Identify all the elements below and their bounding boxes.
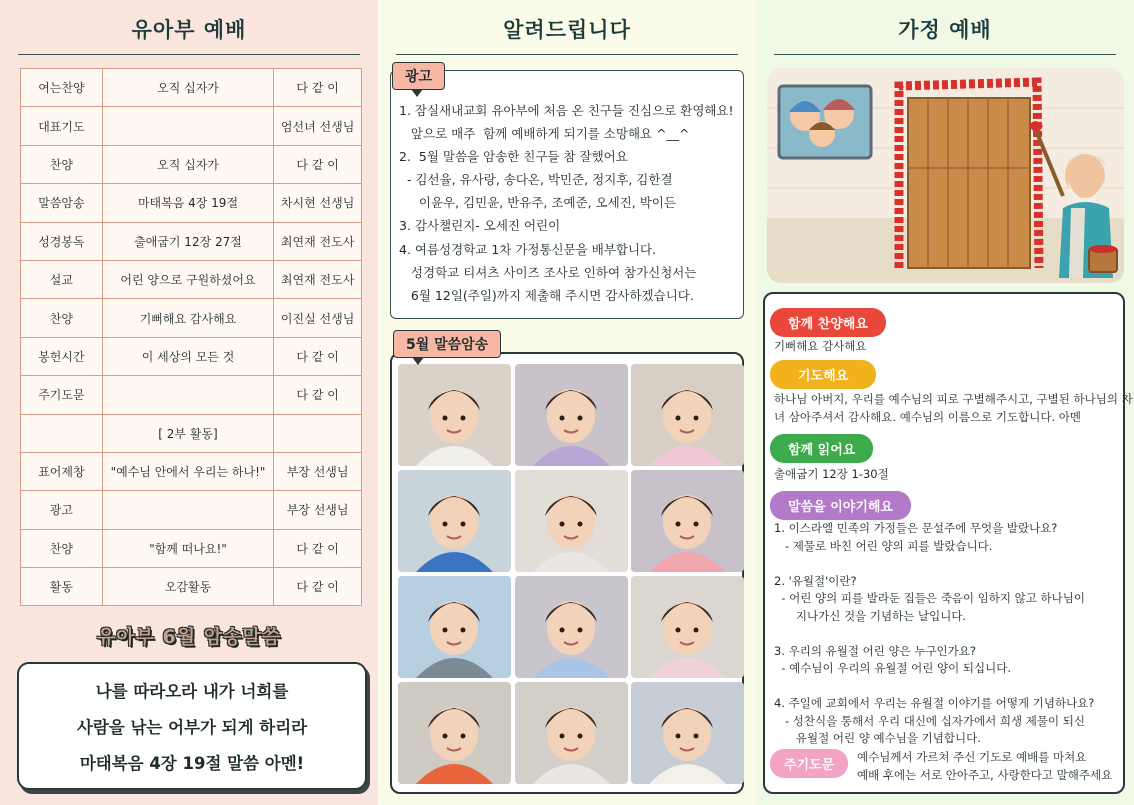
announcement-line: 앞으로 매주 함께 예배하게 되기를 소망해요 ^__^	[399, 126, 690, 142]
announcement-box	[390, 70, 744, 319]
home-worship-panel	[756, 0, 1134, 805]
order-content: 이 세상의 모든 것	[102, 337, 273, 375]
order-item: 성경봉독	[21, 222, 103, 260]
order-row	[21, 145, 362, 183]
announcements-panel	[378, 0, 756, 805]
announcement-list	[399, 99, 739, 307]
order-content: "함께 떠나요!"	[102, 529, 273, 567]
talk-line: 3. 우리의 유월절 어린 양은 누구인가요?	[774, 643, 976, 658]
announcement-line: 6월 12일(주일)까지 제출해 주시면 감사하겠습니다.	[399, 287, 694, 303]
order-item: 말씀암송	[21, 184, 103, 222]
verse-title: 유아부 6월 암송말씀	[96, 626, 282, 648]
order-content: [ 2부 활동]	[102, 414, 273, 452]
child-photo	[515, 470, 628, 572]
order-leader: 다 같 이	[274, 529, 362, 567]
child-photo	[631, 682, 744, 784]
photo-grid	[390, 352, 744, 794]
talk-line: 지나가신 것을 기념하는 날입니다.	[774, 608, 967, 623]
memory-tag: 5월 말씀암송	[393, 330, 501, 358]
pray-line: 하나님 아버지, 우리를 예수님의 피로 구별해주시고, 구별된 하나님의 자	[774, 392, 1133, 406]
order-leader: 최연재 전도사	[274, 222, 362, 260]
order-row	[21, 299, 362, 337]
verse-line-3: 마태복음 4장 19절 말씀 아멘!	[79, 754, 305, 773]
passover-door-image	[767, 68, 1124, 283]
announcement-line: 이윤우, 김민윤, 반유주, 조예준, 오세진, 박이든	[399, 195, 676, 211]
verse-line-1: 나를 따라오라 내가 너희를	[95, 682, 289, 701]
order-row	[21, 452, 362, 490]
passover-illustration	[767, 68, 1124, 283]
pray-text	[774, 391, 1133, 426]
order-item: 찬양	[21, 145, 103, 183]
memory-verse-box	[17, 662, 367, 790]
order-row	[21, 107, 362, 145]
pray-line: 녀 삼아주셔서 감사해요. 예수님의 이름으로 기도합니다. 아멘	[774, 409, 1081, 424]
order-item: 봉헌시간	[21, 337, 103, 375]
order-item: 대표기도	[21, 107, 103, 145]
talk-line: 4. 주일에 교회에서 우리는 유월절 이야기를 어떻게 기념하나요?	[774, 696, 1095, 710]
talk-line	[774, 625, 1094, 643]
order-leader: 다 같 이	[274, 376, 362, 414]
order-content: 기뻐해요 감사해요	[102, 299, 273, 337]
talk-line: 1. 이스라엘 민족의 가정들은 문설주에 무엇을 발랐나요?	[774, 521, 1058, 535]
order-row	[21, 69, 362, 107]
announcement-line: 1. 잠실새내교회 유아부에 처음 온 친구들 진심으로 환영해요!	[399, 103, 734, 118]
order-content: 오감활동	[102, 568, 273, 606]
order-leader: 최연재 전도사	[274, 260, 362, 298]
order-row	[21, 184, 362, 222]
lords-line: 예배 후에는 서로 안아주고, 사랑한다고 말해주세요	[857, 767, 1113, 782]
order-row	[21, 529, 362, 567]
announcement-line: 4. 여름성경학교 1차 가정통신문을 배부합니다.	[399, 241, 657, 257]
sing-text: 기뻐해요 감사해요	[774, 339, 867, 353]
read-text: 출애굽기 12장 1-30절	[774, 467, 889, 481]
child-photo	[398, 682, 511, 784]
announcement-line: 2. 5월 말씀을 암송한 친구들 참 잘했어요	[399, 149, 628, 165]
order-content: 어린 양으로 구원하셨어요	[102, 260, 273, 298]
pray-label: 기도해요	[770, 360, 876, 389]
order-leader: 다 같 이	[274, 568, 362, 606]
talk-line	[774, 678, 1094, 696]
order-item: 활동	[21, 568, 103, 606]
order-leader: 다 같 이	[274, 337, 362, 375]
child-photo	[398, 364, 511, 466]
home-worship-box	[763, 292, 1133, 794]
talk-line: - 어린 양의 피를 발라둔 집들은 죽음이 임하지 않고 하나님이	[774, 591, 1085, 605]
order-row	[21, 568, 362, 606]
order-leader: 차시현 선생님	[274, 184, 362, 222]
order-leader: 부장 선생님	[274, 491, 362, 529]
child-photo	[398, 470, 511, 572]
order-content: 출애굽기 12장 27절	[102, 222, 273, 260]
order-item: 찬양	[21, 299, 103, 337]
child-photo	[398, 576, 511, 678]
announcement-line: 3. 감사챌린지- 오세진 어린이	[399, 218, 561, 234]
order-item: 찬양	[21, 529, 103, 567]
lords-prayer-label: 주기도문	[770, 749, 848, 778]
order-item: 여는찬양	[21, 69, 103, 107]
order-row	[21, 491, 362, 529]
worship-order-panel	[0, 0, 378, 805]
order-row	[21, 414, 362, 452]
order-item: 표어제창	[21, 452, 103, 490]
order-row	[21, 376, 362, 414]
order-content: 오직 십자가	[102, 145, 273, 183]
child-photo	[515, 364, 628, 466]
lords-prayer-text	[857, 749, 1112, 784]
worship-order-table	[20, 68, 362, 606]
talk-line: 2. '유월절'이란?	[774, 573, 857, 588]
panel-title-home-worship: 가정 예배	[774, 14, 1116, 55]
order-content	[102, 107, 273, 145]
announcement-line: - 김선율, 유사랑, 송다온, 박민준, 정지후, 김한결	[399, 172, 673, 188]
announcement-line: 성경학교 티셔츠 사이즈 조사로 인하여 참가신청서는	[399, 264, 697, 280]
child-photo	[631, 470, 744, 572]
order-content: "예수님 안에서 우리는 하나!"	[102, 452, 273, 490]
order-item: 설교	[21, 260, 103, 298]
talk-questions	[774, 520, 1094, 748]
talk-line	[774, 555, 1094, 573]
order-leader: 부장 선생님	[274, 452, 362, 490]
order-leader	[274, 414, 362, 452]
order-content	[102, 376, 273, 414]
talk-label: 말씀을 이야기해요	[770, 491, 911, 520]
order-content: 오직 십자가	[102, 69, 273, 107]
talk-line: - 예수님이 우리의 유월절 어린 양이 되십니다.	[774, 661, 1012, 675]
child-photo	[515, 576, 628, 678]
order-item	[21, 414, 103, 452]
child-photo	[515, 682, 628, 784]
talk-line: - 성찬식을 통해서 우리 대신에 십자가에서 희생 제물이 되신	[774, 713, 1085, 728]
ad-tag: 광고	[392, 62, 445, 90]
sing-label: 함께 찬양해요	[770, 308, 886, 337]
lords-line: 예수님께서 가르쳐 주신 기도로 예배를 마쳐요	[857, 750, 1087, 764]
child-photo	[631, 576, 744, 678]
talk-line: 유월절 어린 양 예수님을 기념합니다.	[774, 731, 981, 745]
verse-line-2: 사람을 낚는 어부가 되게 하리라	[76, 718, 308, 737]
order-row	[21, 260, 362, 298]
order-content: 마태복음 4장 19절	[102, 184, 273, 222]
order-item: 광고	[21, 491, 103, 529]
order-row	[21, 222, 362, 260]
panel-title-announcements: 알려드립니다	[396, 14, 738, 55]
order-leader: 다 같 이	[274, 69, 362, 107]
order-item: 주기도문	[21, 376, 103, 414]
order-content	[102, 491, 273, 529]
talk-line: - 제물로 바친 어린 양의 피를 발랐습니다.	[774, 538, 993, 553]
order-leader: 엄선녀 선생님	[274, 107, 362, 145]
order-leader: 이진실 선생님	[274, 299, 362, 337]
order-leader: 다 같 이	[274, 145, 362, 183]
read-label: 함께 읽어요	[770, 434, 873, 463]
order-row	[21, 337, 362, 375]
child-photo	[631, 364, 744, 466]
panel-title-worship: 유아부 예배	[18, 14, 360, 55]
